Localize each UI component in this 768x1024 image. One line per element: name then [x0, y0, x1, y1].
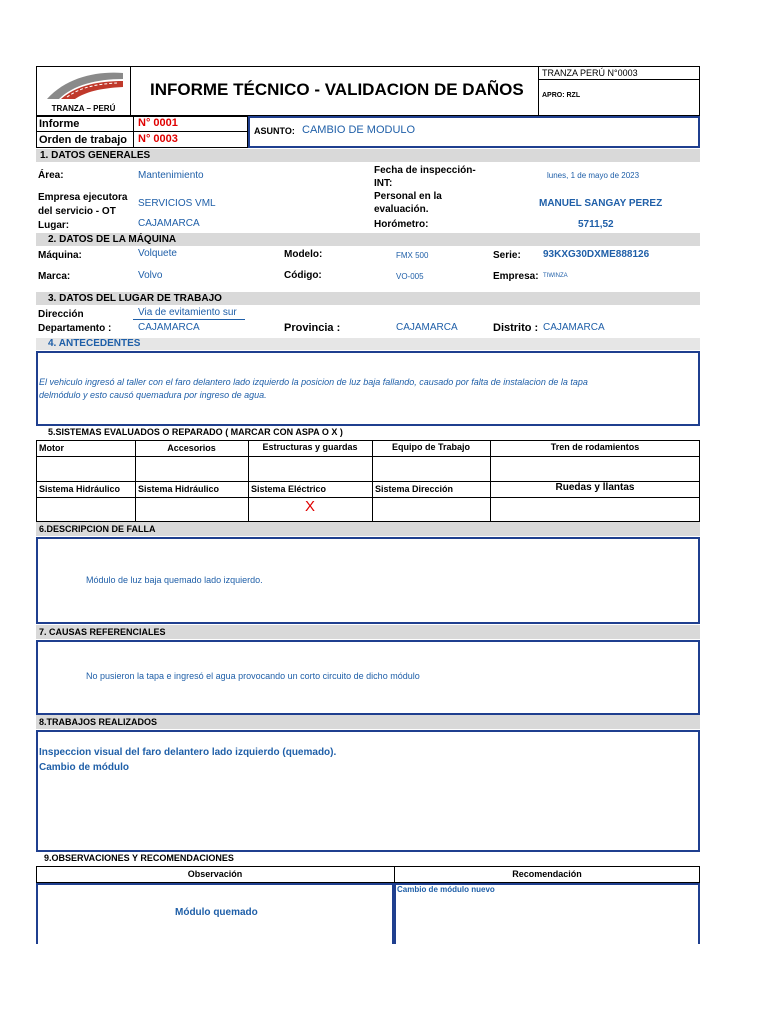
- area-value: Mantenimiento: [138, 170, 204, 181]
- departamento-value: CAJAMARCA: [138, 322, 200, 333]
- falla-text: Módulo de luz baja quemado lado izquierdo.: [86, 575, 263, 585]
- modelo-label: Modelo:: [284, 249, 323, 260]
- maquina-value: Volquete: [138, 248, 177, 259]
- logo-text: TRANZA – PERÚ: [51, 104, 116, 113]
- system-tren-rodamientos[interactable]: Tren de rodamientos: [550, 442, 640, 452]
- informe-label: Informe: [39, 118, 80, 130]
- empresa-machine-label: Empresa:: [493, 271, 539, 282]
- system-accesorios[interactable]: Accesorios: [167, 443, 216, 453]
- empresa-machine-value: TIWINZA: [543, 273, 568, 279]
- personal-label-2: evaluación.: [374, 204, 429, 215]
- direccion-label: Dirección: [38, 309, 84, 320]
- system-estructuras[interactable]: Estructuras y guardas: [262, 442, 358, 452]
- system-electrico-mark: X: [304, 498, 315, 515]
- logo: [37, 67, 131, 115]
- system-electrico[interactable]: Sistema Eléctrico: [251, 484, 327, 494]
- section-falla-title: 6.DESCRIPCION DE FALLA: [36, 522, 700, 536]
- departamento-label: Departamento :: [38, 323, 112, 334]
- horometro-value: 5711,52: [578, 219, 614, 230]
- approval-code: APRO: RZL: [542, 92, 581, 99]
- antecedentes-box: [36, 351, 700, 426]
- personal-value: MANUEL SANGAY PEREZ: [539, 198, 663, 209]
- personal-label-1: Personal en la: [374, 191, 442, 202]
- system-equipo-trabajo[interactable]: Equipo de Trabajo: [391, 442, 470, 452]
- asunto-value: CAMBIO DE MODULO: [302, 124, 416, 136]
- fecha-label-2: INT:: [374, 178, 393, 189]
- area-label: Área:: [38, 170, 64, 181]
- antecedentes-text-2: delmódulo y esto causó quemadura por ingreso de agua.: [39, 390, 267, 400]
- causas-text: No pusieron la tapa e ingresó el agua provocando un corto circuito de dicho módulo: [86, 671, 420, 681]
- informe-value: N° 0001: [138, 117, 178, 129]
- page-title: INFORME TÉCNICO - VALIDACION DE DAÑOS: [150, 80, 524, 99]
- system-direccion[interactable]: Sistema Dirección: [375, 484, 454, 494]
- orden-value: N° 0003: [138, 133, 178, 145]
- trabajos-line-2: Cambio de módulo: [39, 762, 129, 773]
- system-ruedas-llantas[interactable]: Ruedas y llantas: [555, 482, 635, 493]
- section-systems-title: 5.SISTEMAS EVALUADOS O REPARADO ( MARCAR CON ASPA O X ): [48, 427, 343, 437]
- empresa-value: SERVICIOS VML: [138, 198, 216, 209]
- section-causas-title: 7. CAUSAS REFERENCIALES: [36, 625, 700, 639]
- asunto-label: ASUNTO:: [254, 126, 295, 136]
- section-antecedentes-title: 4. ANTECEDENTES: [36, 338, 700, 350]
- empresa-label-2: del servicio - OT: [38, 206, 116, 217]
- direccion-value: Via de evitamiento sur: [138, 307, 237, 318]
- system-hidraulico-2[interactable]: Sistema Hidráulico: [138, 484, 220, 494]
- modelo-value: FMX 500: [396, 251, 429, 260]
- lugar-value: CAJAMARCA: [138, 218, 200, 229]
- serie-label: Serie:: [493, 250, 521, 261]
- marca-value: Volvo: [138, 270, 163, 281]
- obs-value: Módulo quemado: [175, 907, 258, 918]
- serie-value: 93KXG30DXME888126: [543, 249, 650, 260]
- rec-header: Recomendación: [512, 869, 582, 879]
- section-workplace-title: 3. DATOS DEL LUGAR DE TRABAJO: [36, 292, 700, 305]
- distrito-value: CAJAMARCA: [543, 322, 605, 333]
- antecedentes-text-1: El vehiculo ingresó al taller con el faro delantero lado izquierdo la posicion de luz baja fallando, causado por falta de instalacion de la tapa: [39, 377, 588, 387]
- rec-value: Cambio de módulo nuevo: [397, 885, 495, 894]
- report-code: TRANZA PERÚ N°0003: [539, 66, 700, 80]
- system-hidraulico-1[interactable]: Sistema Hidráulico: [39, 484, 121, 494]
- lugar-label: Lugar:: [38, 220, 70, 231]
- provincia-label: Provincia :: [284, 322, 341, 334]
- system-motor[interactable]: Motor: [39, 443, 64, 453]
- codigo-label: Código:: [284, 270, 322, 281]
- trabajos-line-1: Inspeccion visual del faro delantero lado izquierdo (quemado).: [39, 747, 337, 758]
- fecha-value: lunes, 1 de mayo de 2023: [547, 171, 640, 180]
- section-observaciones-title: 9.OBSERVACIONES Y RECOMENDACIONES: [44, 853, 234, 863]
- section-machine-title: 2. DATOS DE LA MÁQUINA: [36, 233, 700, 246]
- distrito-label: Distrito :: [493, 322, 539, 334]
- orden-label: Orden de trabajo: [39, 134, 128, 146]
- provincia-value: CAJAMARCA: [396, 322, 458, 333]
- empresa-label-1: Empresa ejecutora: [38, 192, 128, 203]
- marca-label: Marca:: [38, 271, 71, 282]
- header-code-cell: [538, 66, 700, 116]
- fecha-label-1: Fecha de inspección-: [374, 165, 476, 176]
- obs-header: Observación: [187, 869, 243, 879]
- section-general-title: 1. DATOS GENERALES: [36, 149, 700, 162]
- horometro-label: Horómetro:: [374, 219, 429, 230]
- section-trabajos-title: 8.TRABAJOS REALIZADOS: [36, 715, 700, 729]
- road-logo-icon: [37, 67, 129, 103]
- codigo-value: VO-005: [396, 272, 424, 281]
- maquina-label: Máquina:: [38, 250, 82, 261]
